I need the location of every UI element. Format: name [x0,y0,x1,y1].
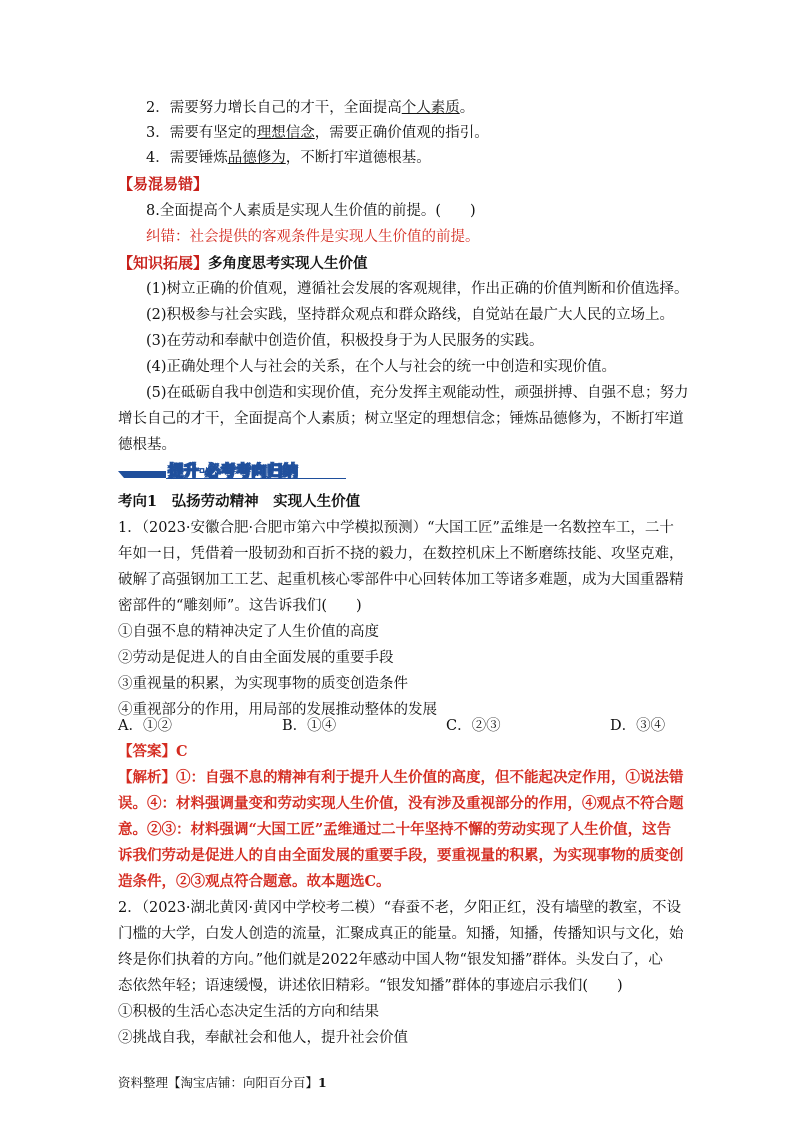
q1-analysis-line: 造条件，②③观点符合题意。故本题选C。 [118,873,391,890]
banner-title: 提升·必考考向归纳 [168,462,298,480]
q1-stem-line: 破解了高强钢加工工艺、起重机核心零部件中心回转体加工等诸多难题，成为大国重器精 [118,572,684,588]
q1-option-c: C．②③ [446,718,501,734]
banner-bar [118,471,166,478]
extension-item: 增长自己的才干，全面提高个人素质；树立坚定的理想信念；锤炼品德修为，不断打牢道 [118,411,684,427]
underlined-term: 个人素质 [401,100,460,116]
answer-label: 【答案】 [118,743,176,760]
q2-stem-line: 态依然年轻；语速缓慢，讲述依旧精彩。“银发知播”群体的事迹启示我们( ) [118,978,623,994]
q2-stem-line: 门槛的大学，白发人创造的流量，汇聚成真正的能量。知播，知播，传播知识与文化，始 [118,926,684,942]
extension-title: 多角度思考实现人生价值 [208,255,368,272]
confusion-correction: 纠错：社会提供的客观条件是实现人生价值的前提。 [146,229,480,245]
q1-analysis-line: 诉我们劳动是促进人的自由全面发展的重要手段，要重视量的积累，为实现事物的质变创 [118,847,684,864]
q1-stem-line: 密部件的“雕刻师”。这告诉我们( ) [118,598,362,614]
extension-item: (4)正确处理个人与社会的关系，在个人与社会的统一中创造和实现价值。 [146,359,617,375]
section-banner [118,459,318,485]
q1-option-d: D．③④ [610,718,666,734]
q1-stem-line: 1．（2023·安徽合肥·合肥市第六中学模拟预测）“大国工匠”孟维是一名数控车工，二十 [118,520,674,536]
q2-stem-line: 终是你们执着的方向。”他们就是2022年感动中国人物“银发知播”群体。头发白了，心 [118,952,663,968]
extension-item: (5)在砥砺自我中创造和实现价值，充分发挥主观能动性，顽强拼搏、自强不息；努力 [146,385,689,401]
q2-statement: ②挑战自我，奉献社会和他人，提升社会价值 [118,1030,408,1046]
extension-item: (2)积极参与社会实践，坚持群众观点和群众路线，自觉站在最广大人民的立场上。 [146,307,675,323]
confusion-heading: 【易混易错】 [118,175,209,193]
q2-stem-line: 2．（2023·湖北黄冈·黄冈中学校考二模）“春蚕不老，夕阳正红，没有墙壁的教室，不设 [118,900,682,916]
page-number: 1 [318,1075,327,1090]
q1-analysis-line: 误。④：材料强调量变和劳动实现人生价值，没有涉及重视部分的作用，④观点不符合题 [118,795,684,812]
q2-statement: ①积极的生活心态决定生活的方向和结果 [118,1004,379,1020]
underlined-term: 品德修为 [227,150,286,166]
answer-value: C [176,743,188,760]
point-4: 4．需要锤炼品德修为，不断打牢道德根基。 [146,150,431,166]
q1-answer [118,740,188,764]
q1-analysis-line: 意。②③：材料强调“大国工匠”孟维通过二十年坚持不懈的劳动实现了人生价值，这告 [118,821,672,838]
q1-statement: ②劳动是促进人的自由全面发展的重要手段 [118,650,394,666]
extension-heading: 【知识拓展】 [118,254,209,272]
q1-statement: ③重视量的积累，为实现事物的质变创造条件 [118,676,408,692]
q1-stem-line: 年如一日，凭借着一股韧劲和百折不挠的毅力，在数控机床上不断磨练技能、攻坚克难， [118,546,684,562]
underlined-term: 理想信念 [256,125,315,141]
q1-option-a: A．①② [118,718,172,734]
q1-statement: ④重视部分的作用，用局部的发展推动整体的发展 [118,702,437,718]
extension-item: (1)树立正确的价值观，遵循社会发展的客观规律，作出正确的价值判断和价值选择。 [146,281,689,297]
confusion-statement: 8.全面提高个人素质是实现人生价值的前提。( ) [146,203,476,219]
q1-statement: ①自强不息的精神决定了人生价值的高度 [118,624,379,640]
extension-heading-row [118,251,368,276]
analysis-label: 【解析】 [118,769,176,786]
topic-heading: 考向1 弘扬劳动精神 实现人生价值 [118,493,361,510]
q1-option-b: B．①④ [282,718,337,734]
q1-analysis-line: 【解析】①：自强不息的精神有利于提升人生价值的高度，但不能起决定作用，①说法错 [118,769,684,786]
point-3: 3．需要有坚定的理想信念，需要正确价值观的指引。 [146,125,489,141]
page-footer [118,1073,327,1093]
extension-item: 德根基。 [118,437,176,453]
footer-source: 资料整理【淘宝店铺：向阳百分百】 [118,1075,319,1090]
point-2: 2．需要努力增长自己的才干，全面提高个人素质。 [146,100,475,116]
extension-item: (3)在劳动和奉献中创造价值，积极投身于为人民服务的实践。 [146,333,544,349]
